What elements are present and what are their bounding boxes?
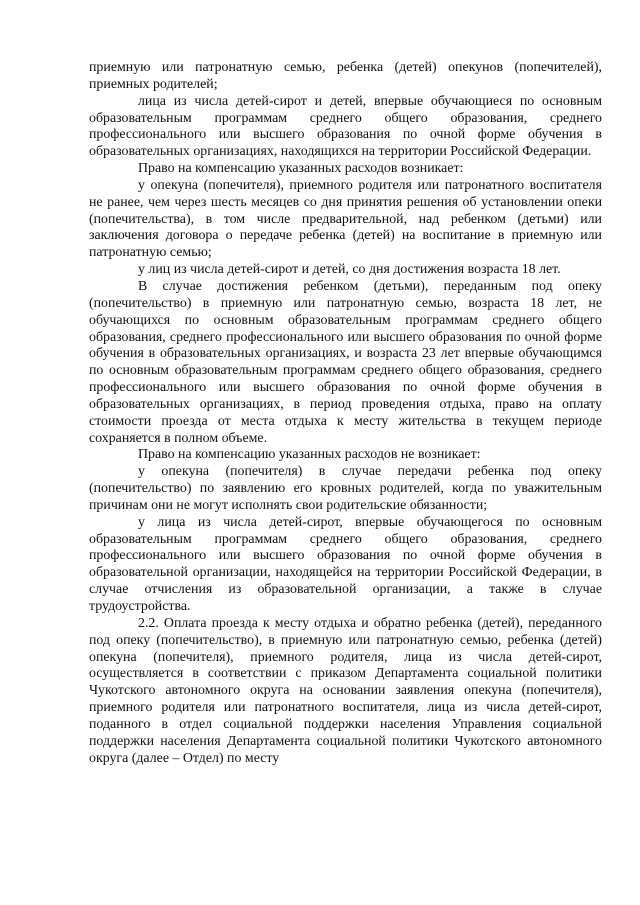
paragraph-right-arises: Право на компенсацию указанных расходов возникает: [138, 161, 464, 177]
paragraph-age-reached: В случае достижения ребенком (детьми), переданным под опеку (попечительство) в приемную или патронатную семью, возраста 18 лет, не обучающихся по основным образовательным программам среднего общего образования, среднего профессионального или высшего образования по очной форме обучения в образовательных организациях, и возраста 23 лет впервые обучающимся по основным образовательным программам среднего общего образования, среднего профессионального или высшего образования по очной форме обучения в образовательных организациях, в период проведения отдыха, право на оплату стоимости проезда от места отдыха к месту жительства в текущем периоде сохраняется в полном объеме. [89, 278, 602, 446]
paragraph-orphan-no-right: у лица из числа детей-сирот, впервые обучающегося по основным образовательным программам среднего общего образования, среднего профессионального или высшего образования по очной форме обучения в образовательной организации, находящейся на территории Российской Федерации, в случае отчисления из образовательной организации, а также в случае трудоустройства. [89, 514, 602, 614]
document-page [89, 60, 602, 767]
paragraph-orphan-students: лица из числа детей-сирот и детей, впервые обучающиеся по основным образовательным программам среднего общего образования, среднего профессионального или высшего образования по очной форме обучения в образовательных организациях, находящихся на территории Российской Федерации. [89, 93, 602, 160]
paragraph-section-2-2: 2.2. Оплата проезда к месту отдыха и обратно ребенка (детей), переданного под опеку (попечительство), в приемную или патронатную семью, ребенка (детей) опекуна (попечителя), приемного родителя, лица из числа детей-сирот, осуществляется в соответствии с приказом Департамента социальной политики Чукотского автономного округа на основании заявления опекуна (попечителя), приемного родителя или патронатного воспитателя, лица из числа детей-сирот, поданного в отдел социальной поддержки населения Управления социальной поддержки населения Департамента социальной политики Чукотского автономного округа (далее – Отдел) по месту [89, 615, 602, 766]
paragraph-right-not-arises: Право на компенсацию указанных расходов не возникает: [138, 447, 481, 463]
paragraph-continuation: приемную или патронатную семью, ребенка (детей) опекунов (попечителей), приемных родителей; [89, 60, 602, 92]
paragraph-guardian-right: у опекуна (попечителя), приемного родителя или патронатного воспитателя не ранее, чем через шесть месяцев со дня принятия решения об установлении опеки (попечительства), в том числе предварительной, над ребенком (детьми) или заключения договора о передаче ребенка (детей) на воспитание в приемную или патронатную семью; [89, 177, 602, 261]
paragraph-guardian-no-right: у опекуна (попечителя) в случае передачи ребенка под опеку (попечительство) по заявлению его кровных родителей, когда по уважительным причинам они не могут исполнять свои родительские обязанности; [89, 464, 602, 513]
paragraph-orphan-age: у лиц из числа детей-сирот и детей, со дня достижения возраста 18 лет. [138, 262, 561, 278]
